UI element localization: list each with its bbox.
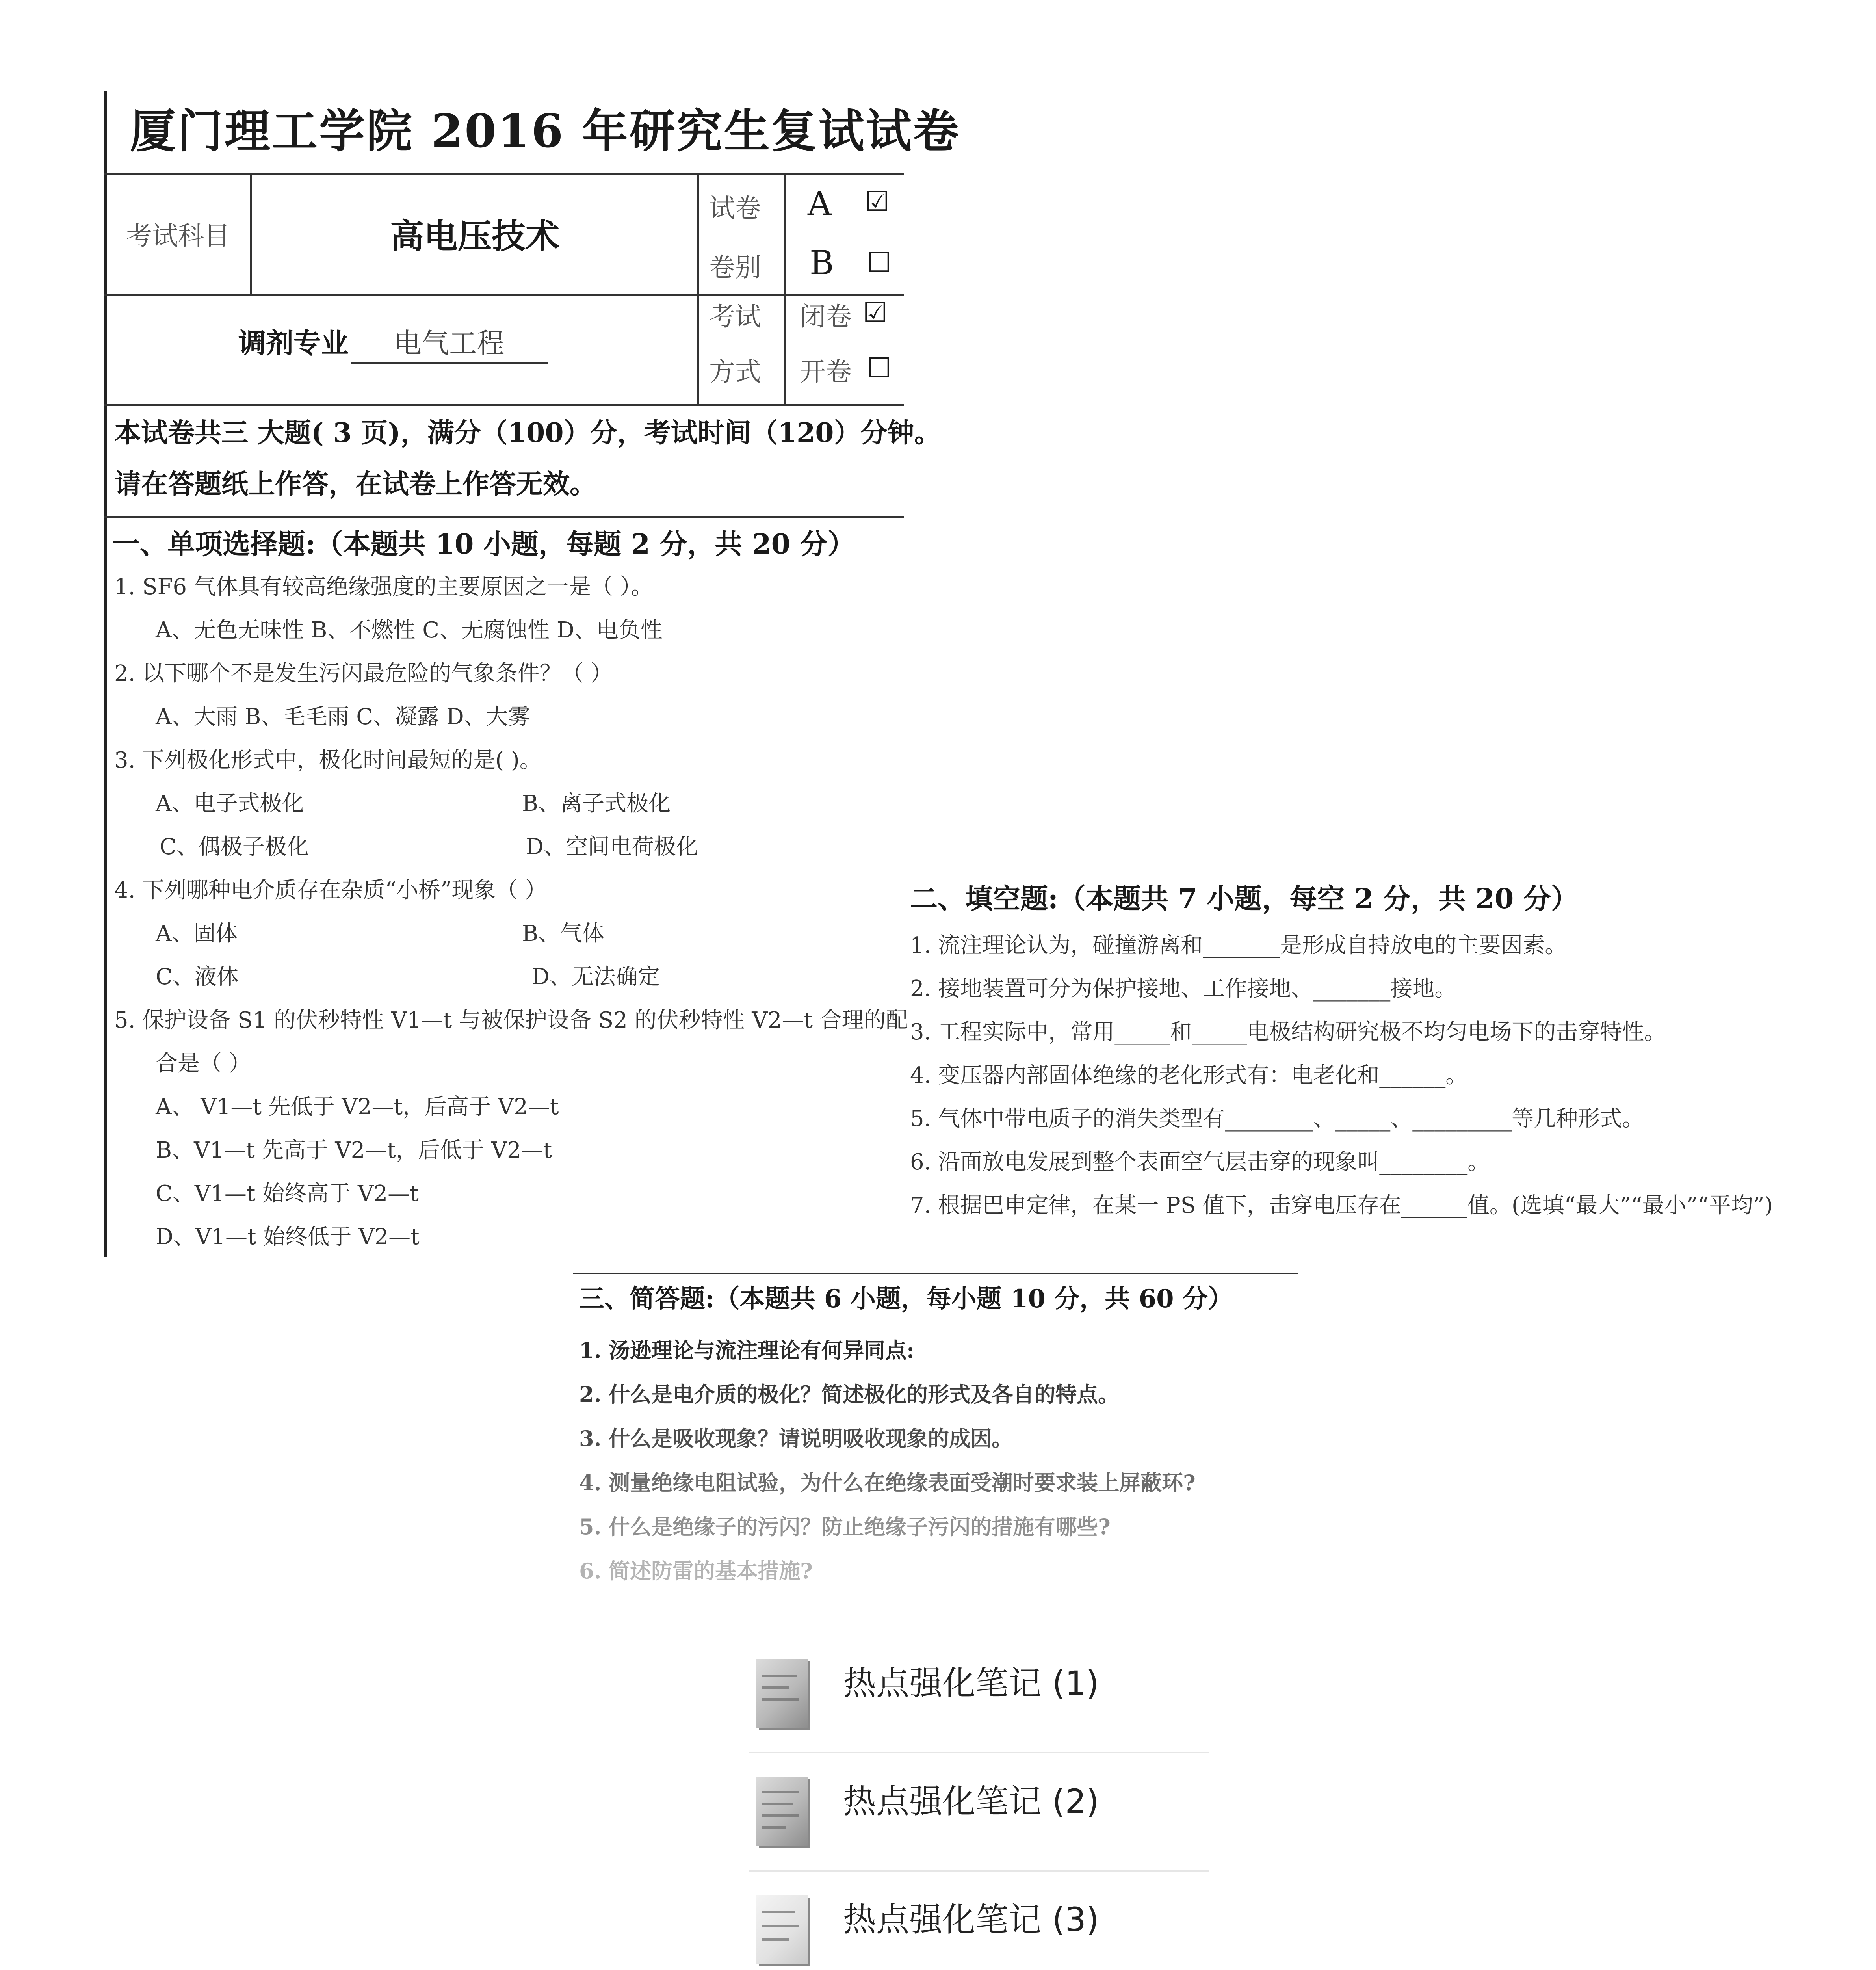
document-thumbnail-icon — [756, 1895, 808, 1964]
exam-info: 本试卷共三 大题( 3 页)，满分（100）分，考试时间（120）分钟。 — [114, 417, 941, 449]
question: 5. 保护设备 S1 的伏秒特性 V1—t 与被保护设备 S2 的伏秒特性 V2—t 合理的配 — [114, 1007, 908, 1033]
section-rule — [573, 1273, 1298, 1274]
table-rule — [697, 173, 699, 404]
option: C、液体 — [156, 964, 239, 990]
question: 5. 气体中带电质子的消失类型有________、_____、_________等几种形式。 — [910, 1106, 1644, 1132]
question-options: A、大雨 B、毛毛雨 C、凝露 D、大雾 — [156, 704, 530, 730]
question: 2. 接地装置可分为保护接地、工作接地、_______接地。 — [910, 976, 1457, 1002]
question: 4. 下列哪种电介质存在杂质“小桥”现象（ ） — [114, 877, 547, 903]
paper-label: 试卷 — [709, 193, 761, 223]
section-rule — [104, 516, 904, 518]
checked-box-icon: ☑ — [863, 296, 888, 329]
option: D、V1—t 始终低于 V2—t — [156, 1224, 420, 1250]
essay-question: 2. 什么是电介质的极化？简述极化的形式及各自的特点。 — [579, 1382, 1120, 1407]
mode-label: 考试 — [709, 301, 761, 332]
paper-label: 卷别 — [709, 252, 761, 282]
question: 3. 下列极化形式中，极化时间最短的是( )。 — [114, 747, 542, 773]
option: D、空间电荷极化 — [526, 834, 698, 860]
question: 1. 流注理论认为，碰撞游离和_______是形成自持放电的主要因素。 — [910, 933, 1567, 958]
note-title[interactable]: 热点强化笔记 (3) — [843, 1900, 1099, 1939]
essay-question: 1. 汤逊理论与流注理论有何异同点: — [579, 1338, 915, 1363]
note-link-2[interactable] — [749, 1753, 1209, 1872]
note-title[interactable]: 热点强化笔记 (1) — [843, 1664, 1099, 1702]
left-margin-rule — [104, 91, 107, 1257]
question: 7. 根据巴申定律，在某一 PS 值下，击穿电压存在______值。(选填“最大”“最小”“平均”) — [910, 1193, 1773, 1218]
open-book-option: 开卷 — [800, 357, 852, 387]
unchecked-box-icon: ☐ — [867, 352, 892, 384]
section-2-title: 二、填空题:（本题共 7 小题，每空 2 分，共 20 分） — [910, 882, 1579, 915]
paper-a-option: A — [808, 184, 832, 223]
question: 1. SF6 气体具有较高绝缘强度的主要原因之一是（ ）。 — [114, 574, 653, 600]
table-rule — [784, 173, 786, 404]
essay-question: 6. 简述防雷的基本措施? — [579, 1558, 813, 1583]
exam-title: 厦门理工学院 2016 年研究生复试试卷 — [130, 104, 960, 158]
question: 4. 变压器内部固体绝缘的老化形式有：电老化和______。 — [910, 1063, 1468, 1088]
unchecked-box-icon: ☐ — [867, 246, 892, 279]
option: B、V1—t 先高于 V2—t，后低于 V2—t — [156, 1137, 552, 1163]
closed-book-option: 闭卷 — [800, 301, 852, 332]
major-value: 电气工程 — [351, 321, 548, 364]
option: A、固体 — [156, 921, 238, 946]
essay-question: 5. 什么是绝缘子的污闪？防止绝缘子污闪的措施有哪些? — [579, 1514, 1111, 1539]
option: B、离子式极化 — [522, 791, 671, 816]
major-label: 调剂专业 — [238, 327, 349, 359]
subject-name: 高电压技术 — [390, 216, 559, 256]
subject-label: 考试科目 — [126, 221, 230, 251]
option: C、V1—t 始终高于 V2—t — [156, 1181, 419, 1206]
question: 2. 以下哪个不是发生污闪最危险的气象条件？（ ） — [114, 661, 613, 686]
exam-instructions: 请在答题纸上作答，在试卷上作答无效。 — [114, 468, 597, 500]
option: A、 V1—t 先低于 V2—t，后高于 V2—t — [156, 1094, 559, 1120]
question: 3. 工程实际中，常用_____和_____电极结构研究极不均匀电场下的击穿特性。 — [910, 1019, 1666, 1045]
option: B、气体 — [522, 921, 605, 946]
section-3-title: 三、简答题:（本题共 6 小题，每小题 10 分，共 60 分） — [579, 1284, 1233, 1314]
question-options: A、无色无味性 B、不燃性 C、无腐蚀性 D、电负性 — [156, 617, 663, 643]
document-thumbnail-icon — [756, 1777, 808, 1846]
question: 6. 沿面放电发展到整个表面空气层击穿的现象叫________。 — [910, 1149, 1490, 1175]
paper-b-option: B — [810, 243, 834, 282]
document-thumbnail-icon — [756, 1659, 808, 1728]
mode-label: 方式 — [709, 357, 761, 387]
table-rule — [104, 404, 904, 406]
table-rule — [250, 173, 252, 294]
note-link-3[interactable] — [749, 1872, 1209, 1970]
option: C、偶极子极化 — [160, 834, 309, 860]
option: A、电子式极化 — [156, 791, 304, 816]
essay-question: 4. 测量绝缘电阻试验，为什么在绝缘表面受潮时要求装上屏蔽环? — [579, 1470, 1196, 1495]
option: D、无法确定 — [532, 964, 660, 990]
note-link-1[interactable] — [749, 1635, 1209, 1753]
section-1-title: 一、单项选择题:（本题共 10 小题，每题 2 分，共 20 分） — [112, 528, 855, 560]
question-continued: 合是（ ） — [156, 1051, 251, 1076]
checked-box-icon: ☑ — [865, 185, 890, 217]
note-title[interactable]: 热点强化笔记 (2) — [843, 1782, 1099, 1821]
essay-question: 3. 什么是吸收现象？请说明吸收现象的成因。 — [579, 1426, 1013, 1451]
